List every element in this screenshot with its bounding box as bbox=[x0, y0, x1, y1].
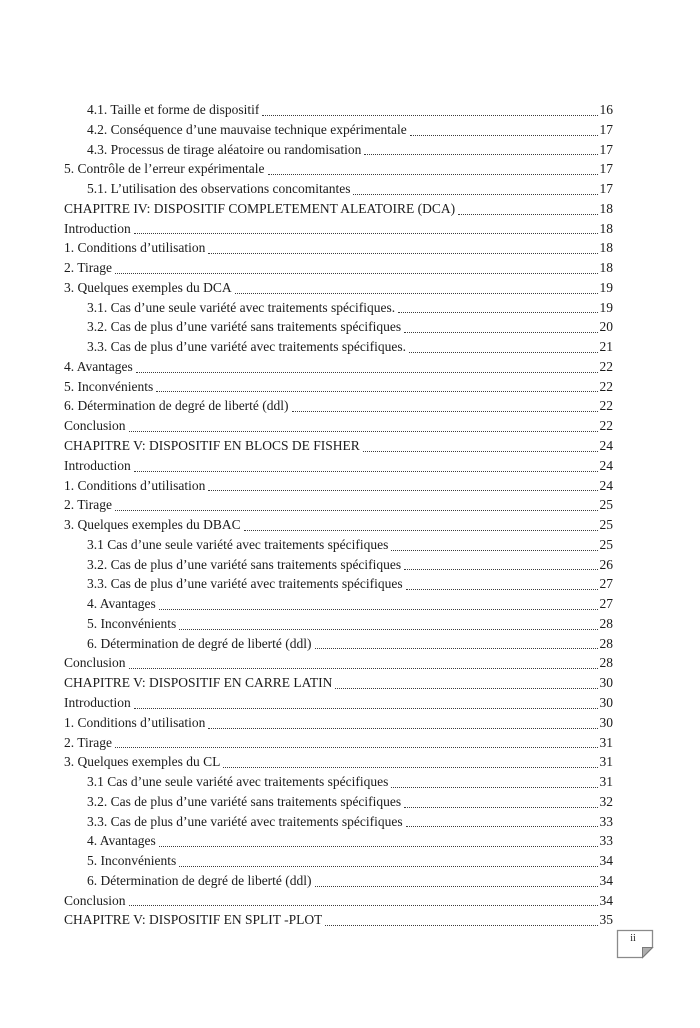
toc-entry-page-number: 17 bbox=[599, 141, 613, 157]
toc-entry-page-number: 26 bbox=[599, 556, 613, 572]
toc-entry[interactable] bbox=[64, 871, 613, 891]
toc-entry-page-number: 31 bbox=[599, 774, 613, 790]
dot-leader bbox=[391, 787, 597, 788]
toc-entry-label: CHAPITRE IV: DISPOSITIF COMPLETEMENT ALEATOIRE (DCA) bbox=[64, 200, 456, 216]
dot-leader bbox=[134, 708, 598, 709]
toc-entry[interactable] bbox=[64, 298, 613, 318]
toc-entry-page-number: 25 bbox=[599, 536, 613, 552]
toc-entry-label: 5. Inconvénients bbox=[87, 853, 177, 869]
toc-entry[interactable] bbox=[64, 752, 613, 772]
toc-entry-page-number: 30 bbox=[599, 714, 613, 730]
dot-leader bbox=[136, 372, 598, 373]
toc-entry-page-number: 24 bbox=[599, 457, 613, 473]
toc-entry[interactable] bbox=[64, 238, 613, 258]
toc-entry-label: 5. Inconvénients bbox=[64, 378, 154, 394]
toc-entry-page-number: 21 bbox=[599, 339, 613, 355]
toc-entry[interactable] bbox=[64, 792, 613, 812]
toc-entry-label: 3.3. Cas de plus d’une variété avec traitements spécifiques bbox=[87, 576, 403, 592]
dot-leader bbox=[410, 135, 598, 136]
dot-leader bbox=[398, 312, 597, 313]
toc-entry-page-number: 32 bbox=[599, 793, 613, 809]
toc-entry-label: 1. Conditions d’utilisation bbox=[64, 714, 206, 730]
dot-leader bbox=[134, 233, 598, 234]
toc-entry-page-number: 28 bbox=[599, 615, 613, 631]
toc-entry[interactable] bbox=[64, 317, 613, 337]
toc-entry-page-number: 25 bbox=[599, 497, 613, 513]
toc-entry[interactable] bbox=[64, 851, 613, 871]
toc-entry-label: Conclusion bbox=[64, 892, 126, 908]
toc-entry-page-number: 25 bbox=[599, 517, 613, 533]
toc-entry[interactable] bbox=[64, 831, 613, 851]
dot-leader bbox=[404, 569, 597, 570]
toc-entry-page-number: 19 bbox=[599, 299, 613, 315]
dot-leader bbox=[409, 352, 597, 353]
dot-leader bbox=[179, 866, 597, 867]
toc-entry-label: 6. Détermination de degré de liberté (ddl) bbox=[64, 398, 289, 414]
toc-entry-page-number: 30 bbox=[599, 675, 613, 691]
toc-entry-page-number: 18 bbox=[599, 200, 613, 216]
dot-leader bbox=[363, 451, 598, 452]
toc-entry-page-number: 33 bbox=[599, 833, 613, 849]
toc-entry[interactable] bbox=[64, 377, 613, 397]
toc-entry-label: 4.2. Conséquence d’une mauvaise technique expérimentale bbox=[87, 121, 407, 137]
toc-entry-page-number: 31 bbox=[599, 754, 613, 770]
dot-leader bbox=[208, 728, 597, 729]
toc-entry-page-number: 18 bbox=[599, 240, 613, 256]
toc-entry-label: CHAPITRE V: DISPOSITIF EN BLOCS DE FISHER bbox=[64, 438, 360, 454]
toc-entry-page-number: 31 bbox=[599, 734, 613, 750]
dot-leader bbox=[262, 115, 597, 116]
dot-leader bbox=[208, 490, 597, 491]
toc-entry[interactable] bbox=[64, 476, 613, 496]
toc-entry-page-number: 22 bbox=[599, 418, 613, 434]
toc-entry-label: 3.1 Cas d’une seule variété avec traitements spécifiques bbox=[87, 774, 389, 790]
dot-leader bbox=[129, 905, 598, 906]
dot-leader bbox=[159, 846, 598, 847]
toc-entry-page-number: 19 bbox=[599, 279, 613, 295]
toc-entry-label: 3.2. Cas de plus d’une variété sans traitements spécifiques bbox=[87, 793, 402, 809]
toc-entry[interactable] bbox=[64, 653, 613, 673]
toc-entry[interactable] bbox=[64, 812, 613, 832]
toc-entry-page-number: 34 bbox=[599, 892, 613, 908]
toc-entry-page-number: 27 bbox=[599, 576, 613, 592]
toc-entry-page-number: 34 bbox=[599, 872, 613, 888]
toc-entry-label: CHAPITRE V: DISPOSITIF EN CARRE LATIN bbox=[64, 675, 333, 691]
toc-entry[interactable] bbox=[64, 693, 613, 713]
toc-entry[interactable] bbox=[64, 219, 613, 239]
dot-leader bbox=[129, 431, 598, 432]
toc-entry-page-number: 22 bbox=[599, 398, 613, 414]
toc-entry[interactable] bbox=[64, 357, 613, 377]
toc-entry-label: 2. Tirage bbox=[64, 497, 113, 513]
toc-entry-page-number: 27 bbox=[599, 596, 613, 612]
toc-entry[interactable] bbox=[64, 120, 613, 140]
toc-entry-page-number: 24 bbox=[599, 477, 613, 493]
dot-leader bbox=[458, 214, 597, 215]
table-of-contents bbox=[64, 100, 613, 930]
toc-entry[interactable] bbox=[64, 416, 613, 436]
toc-entry[interactable] bbox=[64, 159, 613, 179]
toc-entry-page-number: 30 bbox=[599, 694, 613, 710]
dot-leader bbox=[244, 530, 598, 531]
toc-entry-page-number: 28 bbox=[599, 635, 613, 651]
toc-entry[interactable] bbox=[64, 713, 613, 733]
dot-leader bbox=[208, 253, 597, 254]
toc-entry[interactable] bbox=[64, 199, 613, 219]
toc-entry-page-number: 34 bbox=[599, 853, 613, 869]
toc-entry-page-number: 22 bbox=[599, 378, 613, 394]
toc-entry-label: 3.1 Cas d’une seule variété avec traitements spécifiques bbox=[87, 536, 389, 552]
toc-entry[interactable] bbox=[64, 396, 613, 416]
dot-leader bbox=[315, 886, 598, 887]
toc-entry[interactable] bbox=[64, 614, 613, 634]
toc-entry[interactable] bbox=[64, 140, 613, 160]
toc-entry-label: Conclusion bbox=[64, 655, 126, 671]
toc-entry-label: 2. Tirage bbox=[64, 260, 113, 276]
toc-entry[interactable] bbox=[64, 278, 613, 298]
dot-leader bbox=[115, 510, 597, 511]
toc-entry-page-number: 18 bbox=[599, 220, 613, 236]
dot-leader bbox=[129, 668, 598, 669]
footer-page-number: ii bbox=[630, 933, 636, 944]
toc-entry-label: 3.1. Cas d’une seule variété avec traitements spécifiques. bbox=[87, 299, 396, 315]
toc-entry[interactable] bbox=[64, 436, 613, 456]
dot-leader bbox=[268, 174, 598, 175]
toc-entry[interactable] bbox=[64, 574, 613, 594]
toc-entry-label: 1. Conditions d’utilisation bbox=[64, 240, 206, 256]
dot-leader bbox=[223, 767, 597, 768]
toc-entry-label: 5.1. L’utilisation des observations concomitantes bbox=[87, 181, 351, 197]
toc-entry[interactable] bbox=[64, 555, 613, 575]
toc-entry[interactable] bbox=[64, 100, 613, 120]
toc-entry-label: 3. Quelques exemples du DCA bbox=[64, 279, 232, 295]
toc-entry[interactable] bbox=[64, 634, 613, 654]
toc-entry[interactable] bbox=[64, 673, 613, 693]
dot-leader bbox=[391, 550, 597, 551]
toc-entry-label: Introduction bbox=[64, 220, 131, 236]
toc-entry[interactable] bbox=[64, 495, 613, 515]
toc-entry-label: 2. Tirage bbox=[64, 734, 113, 750]
dot-leader bbox=[156, 391, 597, 392]
toc-entry-label: 4. Avantages bbox=[64, 358, 133, 374]
toc-entry-label: 4. Avantages bbox=[87, 833, 156, 849]
toc-entry[interactable] bbox=[64, 258, 613, 278]
toc-entry-label: 4.3. Processus de tirage aléatoire ou randomisation bbox=[87, 141, 362, 157]
toc-entry-page-number: 17 bbox=[599, 121, 613, 137]
dot-leader bbox=[315, 648, 598, 649]
dot-leader bbox=[406, 826, 598, 827]
dot-leader bbox=[134, 471, 598, 472]
toc-entry[interactable] bbox=[64, 772, 613, 792]
toc-entry-page-number: 18 bbox=[599, 260, 613, 276]
toc-entry-label: Introduction bbox=[64, 457, 131, 473]
dot-leader bbox=[364, 154, 597, 155]
toc-entry-label: 6. Détermination de degré de liberté (ddl) bbox=[87, 635, 312, 651]
toc-entry[interactable] bbox=[64, 733, 613, 753]
toc-entry-label: CHAPITRE V: DISPOSITIF EN SPLIT -PLOT bbox=[64, 912, 323, 928]
toc-entry[interactable] bbox=[64, 337, 613, 357]
toc-entry-page-number: 17 bbox=[599, 161, 613, 177]
toc-entry-label: 1. Conditions d’utilisation bbox=[64, 477, 206, 493]
toc-entry-page-number: 16 bbox=[599, 102, 613, 117]
toc-entry-label: 4. Avantages bbox=[87, 596, 156, 612]
dot-leader bbox=[353, 194, 597, 195]
toc-entry[interactable] bbox=[64, 535, 613, 555]
toc-entry-label: Introduction bbox=[64, 694, 131, 710]
toc-entry[interactable] bbox=[64, 594, 613, 614]
footer-page-number-frame bbox=[616, 929, 656, 961]
toc-entry-page-number: 24 bbox=[599, 438, 613, 454]
dot-leader bbox=[335, 688, 597, 689]
toc-entry-label: 3.2. Cas de plus d’une variété sans traitements spécifiques bbox=[87, 556, 402, 572]
dot-leader bbox=[159, 609, 598, 610]
toc-entry[interactable] bbox=[64, 456, 613, 476]
toc-entry-label: 6. Détermination de degré de liberté (ddl) bbox=[87, 872, 312, 888]
dot-leader bbox=[115, 747, 597, 748]
toc-entry-label: 3. Quelques exemples du DBAC bbox=[64, 517, 241, 533]
dot-leader bbox=[325, 925, 597, 926]
toc-entry-label: 3. Quelques exemples du CL bbox=[64, 754, 221, 770]
dot-leader bbox=[115, 273, 597, 274]
toc-entry-label: 3.3. Cas de plus d’une variété avec traitements spécifiques. bbox=[87, 339, 407, 355]
toc-entry[interactable] bbox=[64, 891, 613, 911]
toc-entry[interactable] bbox=[64, 910, 613, 930]
toc-entry-label: 3.3. Cas de plus d’une variété avec traitements spécifiques bbox=[87, 813, 403, 829]
toc-entry-label: Conclusion bbox=[64, 418, 126, 434]
toc-entry-label: 3.2. Cas de plus d’une variété sans traitements spécifiques bbox=[87, 319, 402, 335]
dot-leader bbox=[292, 411, 598, 412]
toc-entry-label: 5. Inconvénients bbox=[87, 615, 177, 631]
dot-leader bbox=[235, 293, 598, 294]
toc-entry-page-number: 33 bbox=[599, 813, 613, 829]
dot-leader bbox=[406, 589, 598, 590]
toc-entry-label: 4.1. Taille et forme de dispositif bbox=[87, 102, 260, 117]
toc-entry[interactable] bbox=[64, 179, 613, 199]
dot-leader bbox=[179, 629, 597, 630]
toc-entry-page-number: 28 bbox=[599, 655, 613, 671]
toc-entry-page-number: 35 bbox=[599, 912, 613, 928]
dot-leader bbox=[404, 332, 597, 333]
toc-entry[interactable] bbox=[64, 515, 613, 535]
toc-entry-label: 5. Contrôle de l’erreur expérimentale bbox=[64, 161, 265, 177]
toc-entry-page-number: 17 bbox=[599, 181, 613, 197]
toc-entry-page-number: 20 bbox=[599, 319, 613, 335]
toc-entry-page-number: 22 bbox=[599, 358, 613, 374]
dot-leader bbox=[404, 807, 597, 808]
